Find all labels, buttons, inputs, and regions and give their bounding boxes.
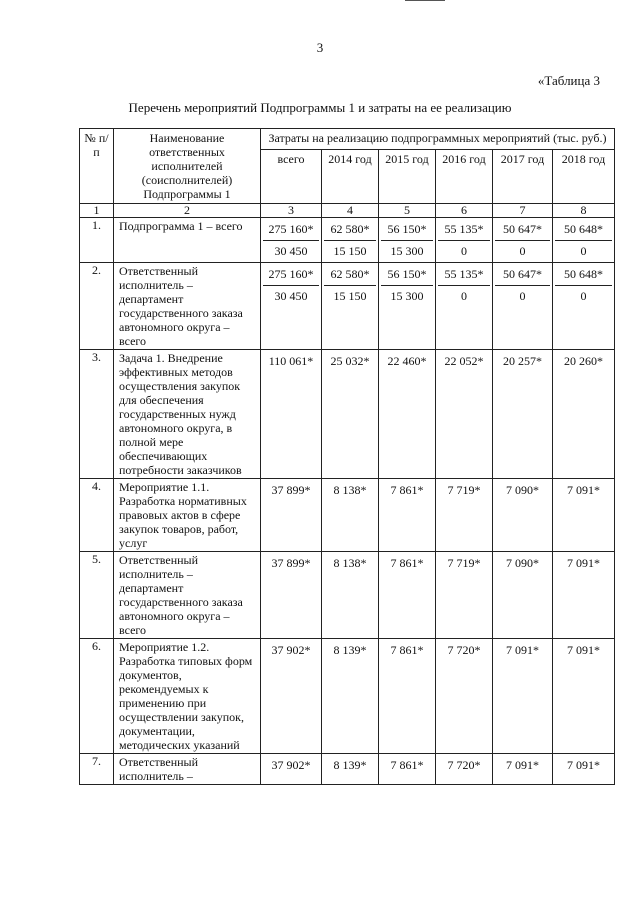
- value-cell: [493, 552, 553, 639]
- table-row: [80, 639, 615, 754]
- value-cell: [322, 218, 379, 263]
- header-year: 2016 год: [436, 150, 493, 204]
- row-number: 5.: [80, 552, 114, 639]
- cost-value: 37 902*: [271, 643, 311, 657]
- cost-value-extra: 15 300: [381, 240, 433, 258]
- value-cell: [493, 479, 553, 552]
- value-cell: [322, 263, 379, 350]
- index-cell: 1: [80, 204, 114, 218]
- value-cell: [436, 479, 493, 552]
- cost-value-extra: 15 150: [324, 240, 376, 258]
- header-total: всего: [261, 150, 322, 204]
- value-cell: [379, 479, 436, 552]
- cost-value-extra: 0: [438, 240, 490, 258]
- top-edge-line: [405, 0, 445, 1]
- row-name: Задача 1. Внедрение эффективных методов осуществления закупок для обеспечения государственных нужд автономного округа, в полной мере обеспечивающих потребности заказчиков: [114, 350, 261, 479]
- index-cell: 3: [261, 204, 322, 218]
- cost-value: 7 091*: [567, 483, 600, 497]
- cost-value: 50 647*: [503, 267, 542, 281]
- cost-value: 62 580*: [330, 267, 370, 281]
- cost-value: 50 648*: [564, 267, 603, 281]
- value-cell: [322, 754, 379, 785]
- value-cell: [379, 263, 436, 350]
- table-tag: «Таблица 3: [537, 73, 600, 88]
- value-cell: [261, 350, 322, 479]
- cost-value-extra: 15 300: [381, 285, 433, 303]
- cost-value-extra: 0: [555, 285, 612, 303]
- value-cell: [261, 479, 322, 552]
- value-cell: [553, 552, 615, 639]
- table-row: [80, 263, 615, 350]
- cost-value: 7 091*: [506, 643, 539, 657]
- table-row: [80, 350, 615, 479]
- cost-value: 55 135*: [444, 267, 484, 281]
- index-cell: 7: [493, 204, 553, 218]
- value-cell: [553, 218, 615, 263]
- cost-value: 25 032*: [330, 354, 370, 368]
- row-number: 2.: [80, 263, 114, 350]
- cost-value: 55 135*: [444, 222, 484, 236]
- value-cell: [261, 552, 322, 639]
- page-number: 3: [316, 40, 324, 55]
- value-cell: [553, 350, 615, 479]
- value-cell: [436, 754, 493, 785]
- cost-value: 7 091*: [567, 758, 600, 772]
- header-name: Наименование ответственных исполнителей (соисполнителей) Подпрограммы 1: [114, 129, 261, 204]
- value-cell: [493, 754, 553, 785]
- value-cell: [553, 754, 615, 785]
- index-cell: 8: [553, 204, 615, 218]
- cost-value: 110 061*: [268, 354, 314, 368]
- cost-value: 37 902*: [271, 758, 311, 772]
- row-name: Мероприятие 1.1. Разработка нормативных правовых актов в сфере закупок товаров, работ, услуг: [114, 479, 261, 552]
- value-cell: [322, 479, 379, 552]
- index-cell: 2: [114, 204, 261, 218]
- value-cell: [261, 263, 322, 350]
- value-cell: [493, 218, 553, 263]
- value-cell: [261, 754, 322, 785]
- cost-value-extra: 0: [495, 240, 550, 258]
- cost-value: 8 139*: [333, 643, 367, 657]
- column-index-row: [80, 204, 615, 218]
- cost-value: 7 861*: [390, 643, 424, 657]
- value-cell: [322, 350, 379, 479]
- value-cell: [493, 350, 553, 479]
- value-cell: [322, 639, 379, 754]
- row-number: 1.: [80, 218, 114, 263]
- cost-value-extra: 0: [495, 285, 550, 303]
- header-costs: Затраты на реализацию подпрограммных мероприятий (тыс. руб.): [261, 129, 615, 150]
- row-name: Ответственный исполнитель – департамент государственного заказа автономного округа – всего: [114, 263, 261, 350]
- value-cell: [436, 263, 493, 350]
- cost-value: 7 091*: [567, 556, 600, 570]
- header-year: 2017 год: [493, 150, 553, 204]
- table-row: [80, 218, 615, 263]
- cost-value: 7 861*: [390, 556, 424, 570]
- cost-value-extra: 0: [438, 285, 490, 303]
- cost-value-extra: 0: [555, 240, 612, 258]
- row-name: Мероприятие 1.2. Разработка типовых форм документов, рекомендуемых к применению при осуществлении закупок, документации, методических указаний: [114, 639, 261, 754]
- index-cell: 5: [379, 204, 436, 218]
- value-cell: [436, 639, 493, 754]
- header-year: 2018 год: [553, 150, 615, 204]
- value-cell: [436, 218, 493, 263]
- header-year: 2015 год: [379, 150, 436, 204]
- costs-table: [79, 128, 615, 785]
- value-cell: [553, 263, 615, 350]
- table-row: [80, 754, 615, 785]
- cost-value: 7 091*: [567, 643, 600, 657]
- cost-value: 7 090*: [506, 556, 539, 570]
- cost-value: 20 257*: [503, 354, 542, 368]
- value-cell: [261, 639, 322, 754]
- cost-value-extra: 30 450: [263, 285, 319, 303]
- cost-value: 7 091*: [506, 758, 539, 772]
- table-row: [80, 552, 615, 639]
- value-cell: [553, 479, 615, 552]
- cost-value: 7 861*: [390, 758, 424, 772]
- table-row: [80, 479, 615, 552]
- value-cell: [322, 552, 379, 639]
- cost-value: 8 139*: [333, 758, 367, 772]
- document-title: Перечень мероприятий Подпрограммы 1 и затраты на ее реализацию: [128, 100, 512, 115]
- row-name: Ответственный исполнитель – департамент государственного заказа автономного округа – всего: [114, 552, 261, 639]
- cost-value: 275 160*: [268, 222, 314, 236]
- value-cell: [553, 639, 615, 754]
- value-cell: [379, 639, 436, 754]
- cost-value: 7 861*: [390, 483, 424, 497]
- value-cell: [261, 218, 322, 263]
- cost-value: 62 580*: [330, 222, 370, 236]
- value-cell: [436, 552, 493, 639]
- value-cell: [493, 639, 553, 754]
- index-cell: 6: [436, 204, 493, 218]
- cost-value: 56 150*: [387, 267, 427, 281]
- cost-value: 7 719*: [447, 483, 481, 497]
- value-cell: [436, 350, 493, 479]
- value-cell: [379, 350, 436, 479]
- row-number: 6.: [80, 639, 114, 754]
- row-name: Подпрограмма 1 – всего: [114, 218, 261, 263]
- cost-value: 8 138*: [333, 556, 367, 570]
- cost-value: 37 899*: [271, 556, 311, 570]
- row-name: Ответственный исполнитель –: [114, 754, 261, 785]
- cost-value: 7 719*: [447, 556, 481, 570]
- header-year: 2014 год: [322, 150, 379, 204]
- cost-value: 22 460*: [387, 354, 427, 368]
- row-number: 3.: [80, 350, 114, 479]
- header-num: № п/п: [80, 129, 114, 204]
- cost-value: 37 899*: [271, 483, 311, 497]
- cost-value: 50 648*: [564, 222, 603, 236]
- index-cell: 4: [322, 204, 379, 218]
- cost-value: 7 090*: [506, 483, 539, 497]
- value-cell: [493, 263, 553, 350]
- cost-value: 7 720*: [447, 758, 481, 772]
- value-cell: [379, 552, 436, 639]
- row-number: 4.: [80, 479, 114, 552]
- row-number: 7.: [80, 754, 114, 785]
- cost-value: 56 150*: [387, 222, 427, 236]
- value-cell: [379, 754, 436, 785]
- cost-value: 50 647*: [503, 222, 542, 236]
- cost-value: 7 720*: [447, 643, 481, 657]
- cost-value: 8 138*: [333, 483, 367, 497]
- value-cell: [379, 218, 436, 263]
- cost-value-extra: 30 450: [263, 240, 319, 258]
- cost-value: 275 160*: [268, 267, 314, 281]
- cost-value: 20 260*: [564, 354, 603, 368]
- cost-value-extra: 15 150: [324, 285, 376, 303]
- cost-value: 22 052*: [444, 354, 484, 368]
